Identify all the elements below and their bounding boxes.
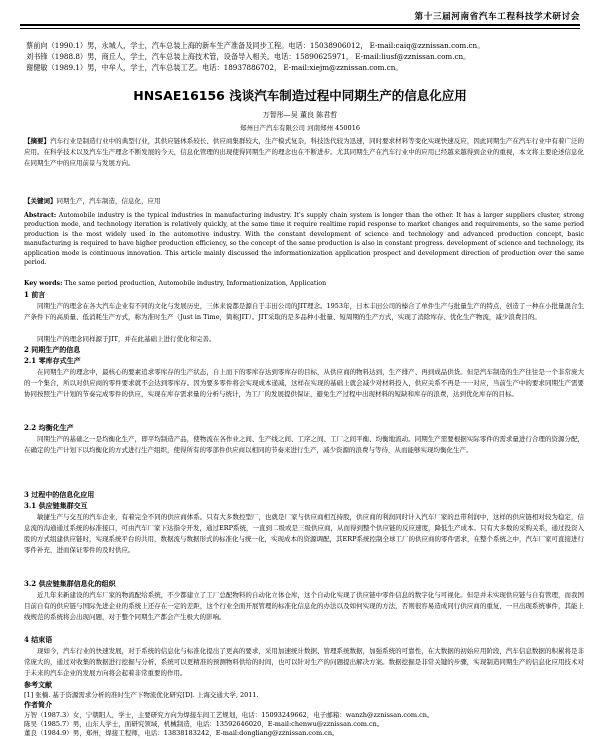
paragraph: 近几年来新建设的汽车厂家的物流配给系统，不少都建立了工厂总配物料的自动化立体仓库，这个自动化实现了供应链中零件信息的数字化与可视化。但是并未实现供应链与自有管理，而我国目前自有的供应链与国际先进企业的系统上还存在一定的差距，这个行业全面开展管理的标准化信息化的办法以及如何实现的方法，否则很容易造成同行供应商的重复，一旦出现系统事件，其能上线规范的系统将会出现问题，对于整个同期生产都会产生极大的影响。: [24, 591, 584, 621]
paper-title: HNSAE16156 浅谈汽车制造过程中同期生产的信息化应用: [133, 88, 467, 103]
author-bio: 陈吴（1985.7）男，山东人学士，面研究领域，机械制造，电话：13592646020，E-mail:chenwu@zznissan.com.cn。: [24, 720, 384, 728]
reference-item: [1] 张楠. 基于资源需求分析的准时生产下物流优化研究[D]. 上海交通大学, 2011.: [24, 691, 259, 699]
keywords-cn-label: 【关键词】: [24, 197, 57, 205]
section-heading: 1 前言: [24, 290, 46, 299]
keywords-en-text: The same period production, Automobile industry, Informationization, Application: [64, 280, 327, 287]
section-heading: 2 同期生产的信息: [24, 345, 81, 354]
abstract-cn-label: 【摘要】: [24, 137, 51, 145]
subsection-heading: 2.2 均衡化生产: [24, 423, 74, 432]
author-bio-heading: 作者简介: [24, 700, 52, 709]
paragraph: 同期生产的基础之一是均衡化生产，即平均制造产品，使物流在各作业之间、生产线之间、工序之间、工厂之间平衡、均衡地流动。同期生产需要根据实际零件的需求量进行合理的资源分配，在确定的生产计划下以均衡化的方式进行生产组织，使得所有的零部件供应商以相同的节奏来进行生产，减少资源的浪费与等待，从而能够实现均衡化生产。: [24, 435, 584, 454]
references-heading: 参考文献: [24, 680, 52, 689]
paragraph: 同期生产的理念在各大汽车企业有不同的文化与发展历史，三体来说都是源自于丰田公司的JIT理念。1953年，日本丰田公司的榛合了单件生产与批量生产的特点，创造了一种在小批量混合生产条件下的高质量、低消耗生产方式，称为准时生产（Just in Time，简称JIT）。JIT采取的是多品种小批量、短周期的生产方式，实现了消除库存、优化生产物流，减少浪费目的。: [24, 302, 584, 321]
author-bio: 万智（1987.3）女，宁朝阳人，学士，主要研究方向为焊接车间工艺规划，电话：15093249662，电子邮箱：wanzh@zznissan.com.cn。: [24, 711, 434, 719]
paragraph: 现如今，汽车行业的快速发展，对于系统的信息化与标准化提出了更高的要求，采用加速统计数据、管理系统数据，加强系统的可靠性，在大数据的初始应用阶段，汽车信息数据的积累将是非常庞大的，通过对收集的数据进行挖掘与分析，系统可以更精准的预测物料供给的时间，也可以针对生产的问题提出解决方案。数据挖掘是非常关键的步骤，实现制造同期生产的信息化应用技术对于未来的汽车企业的发展方向将会起着非常重要的作用。: [24, 647, 584, 677]
abstract-cn-text: 汽车行业是制造行业中的典型行业，其供应链体系较长、供应商集群较大，生产模式复杂，科技迭代较为迅速，同时要求材料等变化实现快速反应，因此同期生产在汽车行业中有着广泛的应用。在科学技术以及汽车生产理念不断发展的今天，信息化管理的出现使得同期生产的理念也在不断进步。尤其同期生产在汽车行业中的应用已经越来越得到企业的重视，本文将主要论述信息化在同期生产中的应用前景与发展方向。: [24, 137, 584, 167]
subsection-heading: 3.2 供应链集群信息化的组织: [24, 579, 116, 588]
subsection-heading: 3.1 供应链集群交互: [24, 501, 88, 510]
prev-author-bio: 谢健敏（1989.1）男，中牟人，学士，汽车总装工艺。电话：18937886702， E-mail:xiejm@zznissan.com.cn。: [26, 63, 403, 72]
section-heading: 3 过程中的信息化应用: [24, 490, 95, 499]
paragraph: 在同期生产的理念中，最核心的要素追求零库存的生产状态，自上而下的零库存达到零库存的目标，从供应商的物料达到，生产排产、再到成品供货。但是汽车制造的生产往往是一个非常庞大的一个集合，所以对供应商的零件要求就不会达到零库存。因为要多零件将会实现成本递减，这样在实现的基础上就会减少对材料投入，供应关系不再是一一对应，当前生产中的要求同期生产需要协同按照生产计划的节奏完成零件的供应，实现在库存需求量的分析与统计，为工厂的发展提供保证，避免生产过程中出现材料的短缺和库存的浪费，达到优化库存的目标。: [24, 368, 584, 398]
abstract-en: [24, 211, 584, 277]
running-header-text: 第十三届河南省汽车工程科技学术研讨会: [414, 12, 580, 22]
prev-author-bio: 刘书锋（1988.8）男，商丘人，学士，汽车总装上海技术管，设备导入相关。电话：15890625971， E-mail:liusf@zznissan.com.cn。: [26, 52, 471, 61]
abstract-en-text: Automobile industry is the typical industries in manufacturing industry. It's supply chain system is longer than the other. It has a larger suppliers cluster, strong production mode, and technology iteration is relatively quickly, at the same time it require realtime rapid response to market changes and requirements, so the same period production is the most widely used in the automotive industry. With the constant development of science and technology and advanced production concept, basic manufacturing is required to have higher production efficiency, so the concept of the same production is also in constant progress. development of science and technology, its application mode is continuous innovation. This article mainly discussed the informationization application prospect and development direction of production over the same period.: [24, 212, 584, 267]
keywords-cn-text: 同期生产，汽车制造，信息化，应用: [56, 197, 161, 205]
paragraph: 敏捷生产与交互的汽车企业，有着完全不同的供应商体系。只有大多数控型厂，也就是厂家与供应商相互持股，供应商的利润同时计入汽车厂家的总带利润中，这样的供应链相对较为稳定，信息流的沟通通过系统的标准接口，可由汽车厂家下达指令开发，通过ERP系统，一直到二级或是三级供应商，从而得到整个供应链的反应速度，降低生产成本。只有大多数的采购关系，通过投资入股的方式组建供应链时，实现系统平台的共用，数据流与数据形式的标准化与统一化，实现成本的资源调配，其ERP系统控制全球工厂的供应商的零件需求，在整个系统之中，汽车厂家可直接进行零件补充，进而保证零件的及时供应。: [24, 513, 584, 554]
abstract-cn: [24, 136, 584, 192]
affiliation: 郑州日产汽车有限公司 河南郑州 450016: [240, 124, 360, 132]
section-heading: 4 结束语: [24, 635, 53, 644]
prev-author-bio: 蔡前向（1990.1）男，永城人，学士，汽车总装上海的新车生产准备及同步工程。电话：15038906012， E-mail:caiq@zznissan.com.cn。: [26, 41, 485, 50]
running-header: [0, 10, 600, 24]
author-bio: 董良（1984.9）男，郑州，焊接工程师，电话：13838183242，E-mail:dongliang@zznissan.com.cn。: [24, 729, 339, 737]
abstract-en-label: Abstract:: [24, 212, 57, 219]
header-rule-thin: [20, 28, 580, 29]
author-line: 万智彤—吴 董良 陈君哲: [262, 111, 338, 119]
keywords-en: [24, 278, 584, 289]
keywords-en-label: Key words:: [24, 280, 63, 287]
header-rule-thick: [20, 24, 580, 26]
subsection-heading: 2.1 零库存式生产: [24, 356, 81, 365]
paragraph: 同期生产的理念同样源于JIT，并在此基础上进行优化和完善。: [37, 335, 216, 343]
keywords-cn: [24, 196, 584, 207]
